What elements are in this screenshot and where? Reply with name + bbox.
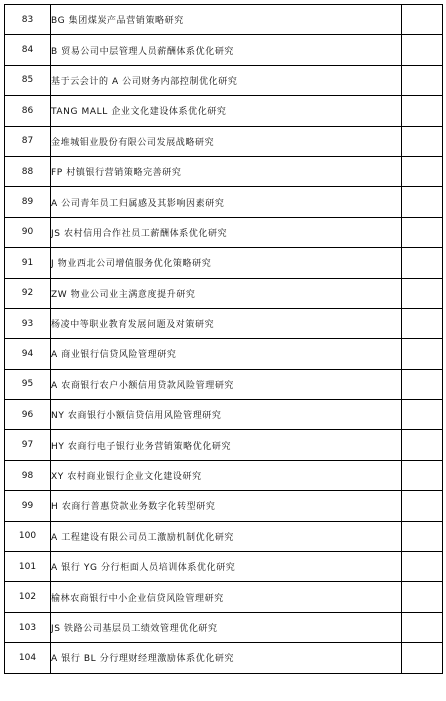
row-number: 87 — [5, 126, 51, 156]
empty-cell — [402, 65, 443, 95]
row-number: 84 — [5, 35, 51, 65]
empty-cell — [402, 248, 443, 278]
thesis-title: A 工程建设有限公司员工激励机制优化研究 — [51, 521, 402, 551]
thesis-title: A 公司青年员工归属感及其影响因素研究 — [51, 187, 402, 217]
empty-cell — [402, 430, 443, 460]
row-number: 95 — [5, 369, 51, 399]
topic-table-container — [4, 4, 443, 674]
row-number: 96 — [5, 400, 51, 430]
table-row — [5, 248, 443, 278]
row-number: 104 — [5, 643, 51, 673]
empty-cell — [402, 491, 443, 521]
thesis-title: FP 村镇银行营销策略完善研究 — [51, 156, 402, 186]
empty-cell — [402, 339, 443, 369]
empty-cell — [402, 156, 443, 186]
row-number: 83 — [5, 5, 51, 35]
empty-cell — [402, 278, 443, 308]
table-row — [5, 521, 443, 551]
empty-cell — [402, 35, 443, 65]
thesis-title: 杨凌中等职业教育发展问题及对策研究 — [51, 308, 402, 338]
empty-cell — [402, 460, 443, 490]
empty-cell — [402, 521, 443, 551]
empty-cell — [402, 187, 443, 217]
empty-cell — [402, 582, 443, 612]
table-row — [5, 217, 443, 247]
table-row — [5, 643, 443, 673]
row-number: 89 — [5, 187, 51, 217]
thesis-title: JS 铁路公司基层员工绩效管理优化研究 — [51, 612, 402, 642]
empty-cell — [402, 308, 443, 338]
table-row — [5, 430, 443, 460]
thesis-title: 榆林农商银行中小企业信贷风险管理研究 — [51, 582, 402, 612]
empty-cell — [402, 612, 443, 642]
empty-cell — [402, 126, 443, 156]
row-number: 94 — [5, 339, 51, 369]
thesis-title: ZW 物业公司业主满意度提升研究 — [51, 278, 402, 308]
thesis-title: XY 农村商业银行企业文化建设研究 — [51, 460, 402, 490]
table-row — [5, 5, 443, 35]
empty-cell — [402, 643, 443, 673]
row-number: 100 — [5, 521, 51, 551]
table-row — [5, 126, 443, 156]
row-number: 101 — [5, 552, 51, 582]
topic-table — [4, 4, 443, 674]
empty-cell — [402, 400, 443, 430]
table-row — [5, 35, 443, 65]
topic-table-body — [5, 5, 443, 674]
row-number: 88 — [5, 156, 51, 186]
row-number: 103 — [5, 612, 51, 642]
thesis-title: A 银行 BL 分行理财经理激励体系优化研究 — [51, 643, 402, 673]
row-number: 91 — [5, 248, 51, 278]
empty-cell — [402, 5, 443, 35]
thesis-title: TANG MALL 企业文化建设体系优化研究 — [51, 96, 402, 126]
thesis-title: A 农商银行农户小额信用贷款风险管理研究 — [51, 369, 402, 399]
thesis-title: HY 农商行电子银行业务营销策略优化研究 — [51, 430, 402, 460]
empty-cell — [402, 552, 443, 582]
thesis-title: JS 农村信用合作社员工薪酬体系优化研究 — [51, 217, 402, 247]
table-row — [5, 612, 443, 642]
table-row — [5, 491, 443, 521]
row-number: 102 — [5, 582, 51, 612]
empty-cell — [402, 217, 443, 247]
row-number: 90 — [5, 217, 51, 247]
table-row — [5, 278, 443, 308]
table-row — [5, 460, 443, 490]
thesis-title: B 贸易公司中层管理人员薪酬体系优化研究 — [51, 35, 402, 65]
empty-cell — [402, 369, 443, 399]
table-row — [5, 65, 443, 95]
table-row — [5, 156, 443, 186]
row-number: 99 — [5, 491, 51, 521]
row-number: 86 — [5, 96, 51, 126]
table-row — [5, 308, 443, 338]
table-row — [5, 339, 443, 369]
row-number: 92 — [5, 278, 51, 308]
thesis-title: H 农商行普惠贷款业务数字化转型研究 — [51, 491, 402, 521]
empty-cell — [402, 96, 443, 126]
table-row — [5, 552, 443, 582]
thesis-title: BG 集团煤炭产品营销策略研究 — [51, 5, 402, 35]
row-number: 97 — [5, 430, 51, 460]
thesis-title: NY 农商银行小额信贷信用风险管理研究 — [51, 400, 402, 430]
row-number: 98 — [5, 460, 51, 490]
thesis-title: 基于云会计的 A 公司财务内部控制优化研究 — [51, 65, 402, 95]
thesis-title: A 商业银行信贷风险管理研究 — [51, 339, 402, 369]
thesis-title: J 物业西北公司增值服务优化策略研究 — [51, 248, 402, 278]
table-row — [5, 96, 443, 126]
thesis-title: 金堆城钼业股份有限公司发展战略研究 — [51, 126, 402, 156]
thesis-title: A 银行 YG 分行柜面人员培训体系优化研究 — [51, 552, 402, 582]
table-row — [5, 187, 443, 217]
row-number: 93 — [5, 308, 51, 338]
row-number: 85 — [5, 65, 51, 95]
table-row — [5, 369, 443, 399]
table-row — [5, 582, 443, 612]
table-row — [5, 400, 443, 430]
